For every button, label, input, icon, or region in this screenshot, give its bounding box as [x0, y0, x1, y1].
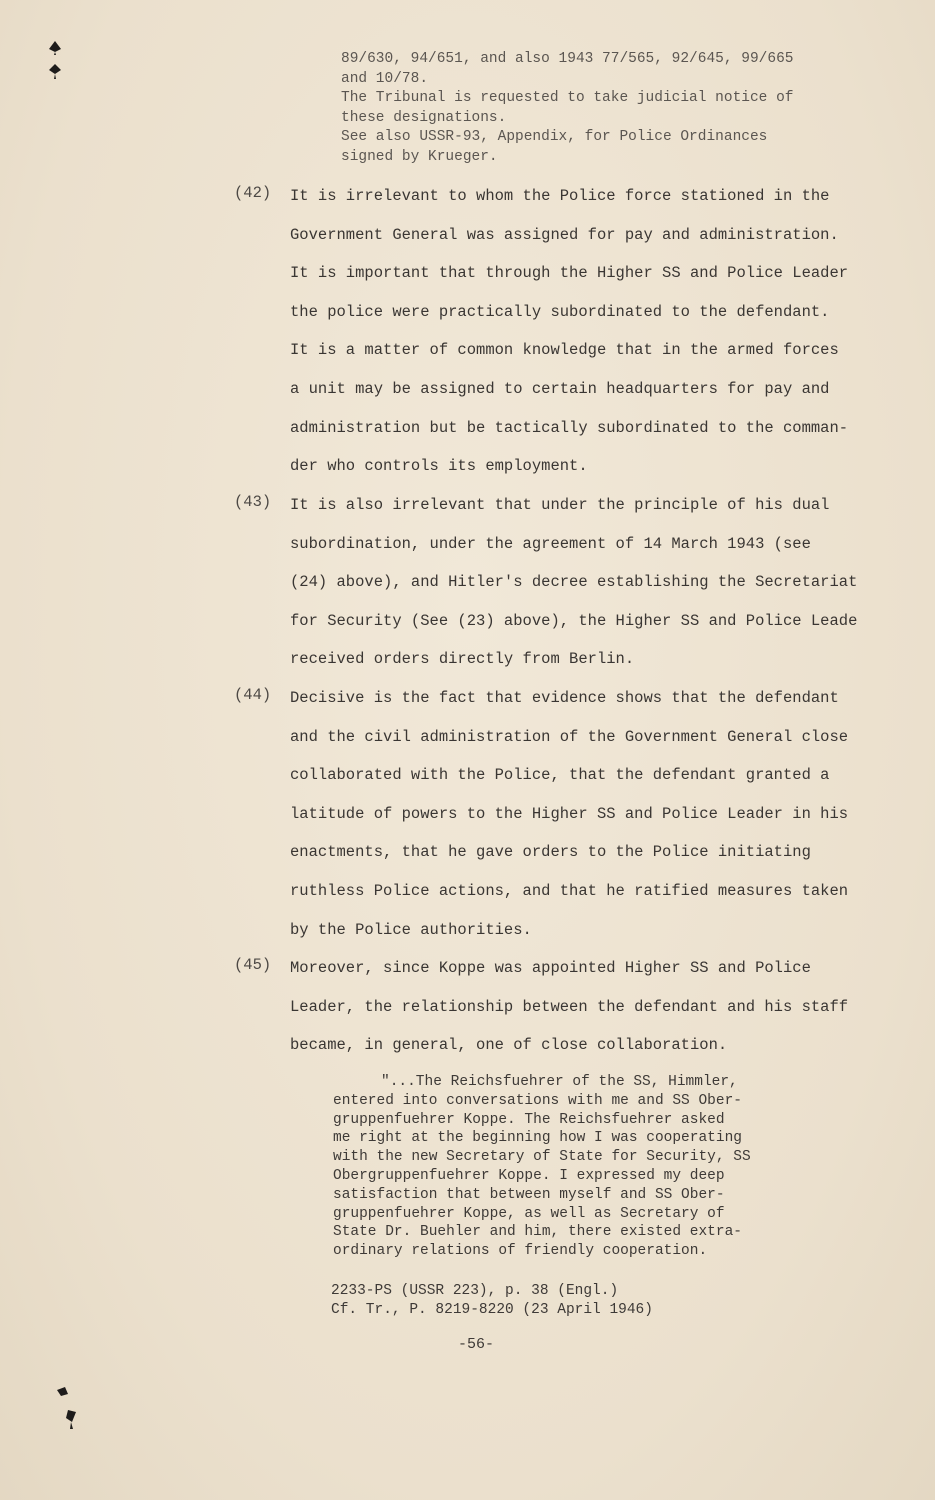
- quote-line: ordinary relations of friendly cooperation.: [333, 1243, 708, 1260]
- note-line: and 10/78.: [341, 70, 429, 87]
- citation-line: Cf. Tr., P. 8219-8220 (23 April 1946): [331, 1302, 653, 1318]
- paragraph-line: collaborated with the Police, that the defendant granted a: [290, 766, 830, 785]
- paragraph-line: administration but be tactically subordinated to the comman-: [290, 418, 849, 437]
- citation-line: 2233-PS (USSR 223), p. 38 (Engl.): [331, 1283, 619, 1299]
- paragraph-line: Government General was assigned for pay and administration.: [290, 225, 839, 244]
- paragraph-line: received orders directly from Berlin.: [290, 650, 635, 669]
- note-line: signed by Krueger.: [341, 148, 498, 165]
- paragraph-line: enactments, that he gave orders to the Police initiating: [290, 843, 811, 862]
- quote-line: gruppenfuehrer Koppe, as well as Secretary of: [333, 1205, 725, 1222]
- quote-line: State Dr. Buehler and him, there existed extra-: [333, 1224, 742, 1241]
- quote-line: entered into conversations with me and SS Ober-: [333, 1092, 742, 1109]
- paragraph-line: (24) above), and Hitler's decree establishing the Secretariat: [290, 573, 858, 592]
- quote-line: gruppenfuehrer Koppe. The Reichsfuehrer asked: [333, 1111, 725, 1128]
- paragraph-line: It is a matter of common knowledge that in the armed forces: [290, 341, 839, 360]
- paragraph-line: der who controls its employment.: [290, 457, 588, 476]
- paragraph-line: and the civil administration of the Government General close: [290, 727, 849, 746]
- header-note: [341, 50, 861, 167]
- block-quote: [333, 1073, 803, 1261]
- paragraph-line: a unit may be assigned to certain headquarters for pay and: [290, 379, 830, 398]
- paragraph-line: became, in general, one of close collaboration.: [290, 1036, 728, 1055]
- paragraph-line: subordination, under the agreement of 14 March 1943 (see: [290, 534, 811, 553]
- page-number: -56-: [458, 1336, 495, 1353]
- citation: [331, 1282, 653, 1320]
- paragraph-43: [234, 493, 874, 686]
- paragraph-number: (42): [234, 184, 272, 202]
- paragraph-line: Moreover, since Koppe was appointed Higher SS and Police: [290, 959, 811, 977]
- paragraph-42: [234, 184, 874, 493]
- quote-line: satisfaction that between myself and SS Ober-: [333, 1186, 725, 1203]
- paragraph-line: It is important that through the Higher SS and Police Leader: [290, 264, 849, 283]
- paragraph-number: (44): [234, 686, 272, 704]
- quote-line: with the new Secretary of State for Security, SS: [333, 1149, 751, 1166]
- paragraph-44: [234, 686, 874, 956]
- note-line: 89/630, 94/651, and also 1943 77/565, 92/645, 99/665: [341, 51, 794, 67]
- paragraph-number: (43): [234, 493, 272, 511]
- punch-hole-icon: [52, 1386, 82, 1432]
- quote-line: Obergruppenfuehrer Koppe. I expressed my deep: [333, 1167, 725, 1184]
- paragraph-line: It is irrelevant to whom the Police force stationed in the: [290, 187, 830, 205]
- punch-hole-icon: [45, 40, 65, 84]
- paragraph-line: ruthless Police actions, and that he ratified measures taken: [290, 881, 849, 900]
- paragraph-line: Decisive is the fact that evidence shows that the defendant: [290, 689, 839, 707]
- note-line: these designations.: [341, 109, 507, 126]
- paragraph-line: It is also irrelevant that under the principle of his dual: [290, 496, 830, 514]
- note-line: The Tribunal is requested to take judicial notice of: [341, 90, 794, 106]
- note-line: See also USSR-93, Appendix, for Police Ordinances: [341, 129, 768, 145]
- paragraph-number: (45): [234, 956, 272, 974]
- paragraph-line: for Security (See (23) above), the Higher SS and Police Leade: [290, 611, 858, 630]
- paragraph-line: the police were practically subordinated to the defendant.: [290, 302, 830, 321]
- paragraph-line: latitude of powers to the Higher SS and Police Leader in his: [290, 804, 849, 823]
- paragraph-45: [234, 956, 874, 1072]
- paragraph-line: by the Police authorities.: [290, 920, 532, 939]
- paragraph-line: Leader, the relationship between the defendant and his staff: [290, 997, 849, 1016]
- quote-line: me right at the beginning how I was cooperating: [333, 1130, 742, 1147]
- quote-line: "...The Reichsfuehrer of the SS, Himmler,: [381, 1074, 738, 1090]
